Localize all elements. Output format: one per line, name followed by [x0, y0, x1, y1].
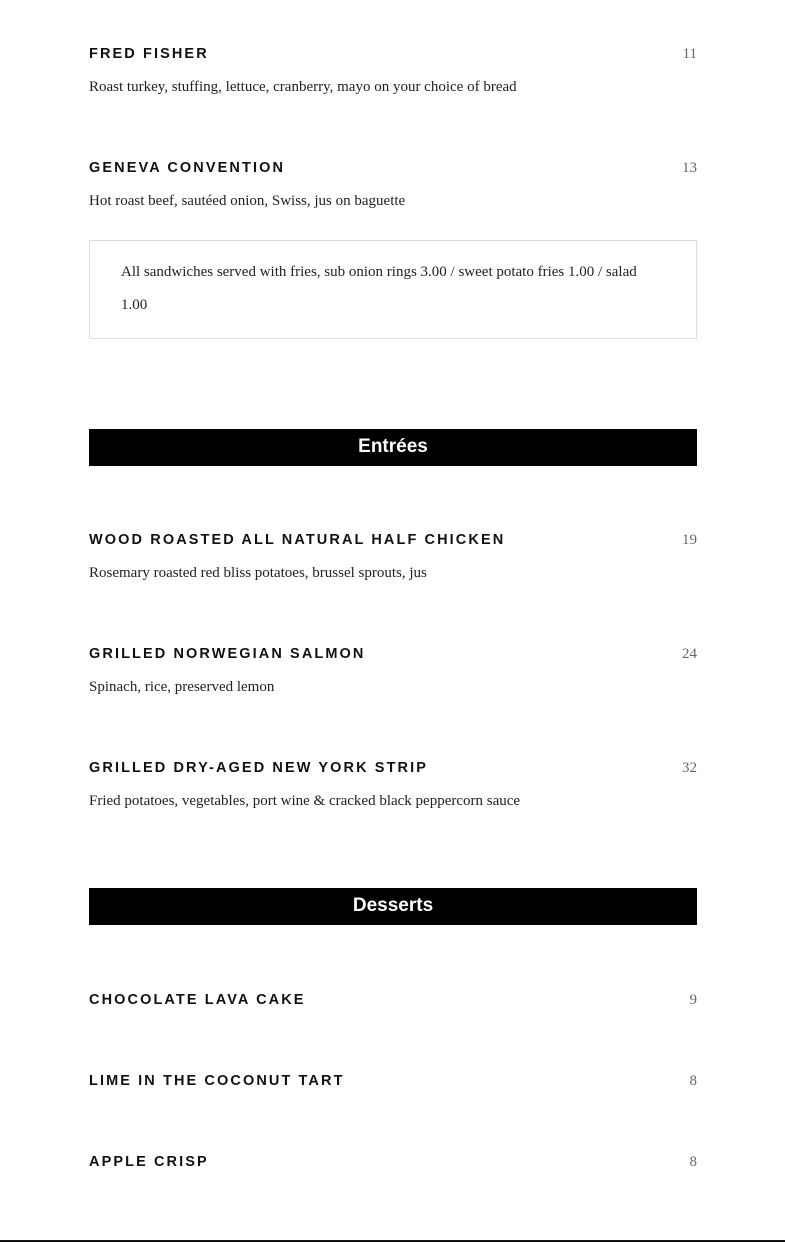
menu-item-description: Spinach, rice, preserved lemon	[89, 679, 275, 695]
menu-item-price: 9	[689, 992, 697, 1008]
section-title: Desserts	[352, 895, 434, 916]
menu-item-coconut-tart	[89, 1071, 697, 1091]
menu-item-description: Hot roast beef, sautéed onion, Swiss, jus on baguette	[89, 193, 406, 209]
menu-item-price: 8	[689, 1073, 697, 1089]
menu-item-price: 32	[682, 760, 697, 776]
menu-item-price: 13	[682, 160, 697, 176]
menu-item-apple-crisp	[89, 1152, 697, 1172]
menu-item-fred-fisher	[89, 44, 697, 95]
menu-item-name: GRILLED DRY-AGED NEW YORK STRIP	[89, 760, 429, 776]
menu-item-name: FRED FISHER	[89, 46, 209, 62]
menu-item-name: CHOCOLATE LAVA CAKE	[89, 992, 306, 1008]
section-header-desserts	[89, 888, 697, 925]
menu-item-geneva-convention	[89, 158, 697, 209]
sandwich-sides-note-text: All sandwiches served with fries, sub onion rings 3.00 / sweet potato fries 1.00 / salad 1.00	[121, 264, 637, 313]
sandwich-sides-note	[89, 240, 697, 339]
bottom-divider	[0, 1240, 785, 1242]
menu-item-name: GENEVA CONVENTION	[89, 160, 286, 176]
menu-item-price: 19	[682, 532, 697, 548]
menu-item-name: LIME IN THE COCONUT TART	[89, 1073, 345, 1089]
menu-item-chocolate-lava-cake	[89, 990, 697, 1010]
menu-item-name: APPLE CRISP	[89, 1154, 209, 1170]
menu-item-description: Fried potatoes, vegetables, port wine & cracked black peppercorn sauce	[89, 793, 521, 809]
menu-item-price: 8	[689, 1154, 697, 1170]
section-title: Entrées	[358, 436, 428, 457]
menu-item-norwegian-salmon	[89, 644, 697, 695]
menu-item-description: Rosemary roasted red bliss potatoes, brussel sprouts, jus	[89, 565, 427, 581]
section-header-entrees	[89, 429, 697, 466]
menu-item-description: Roast turkey, stuffing, lettuce, cranberry, mayo on your choice of bread	[89, 79, 517, 95]
menu-item-new-york-strip	[89, 758, 697, 809]
menu-item-name: WOOD ROASTED ALL NATURAL HALF CHICKEN	[89, 532, 506, 548]
menu-item-price: 11	[682, 46, 697, 62]
menu-item-price: 24	[682, 646, 697, 662]
menu-item-half-chicken	[89, 530, 697, 581]
menu-item-name: GRILLED NORWEGIAN SALMON	[89, 646, 366, 662]
